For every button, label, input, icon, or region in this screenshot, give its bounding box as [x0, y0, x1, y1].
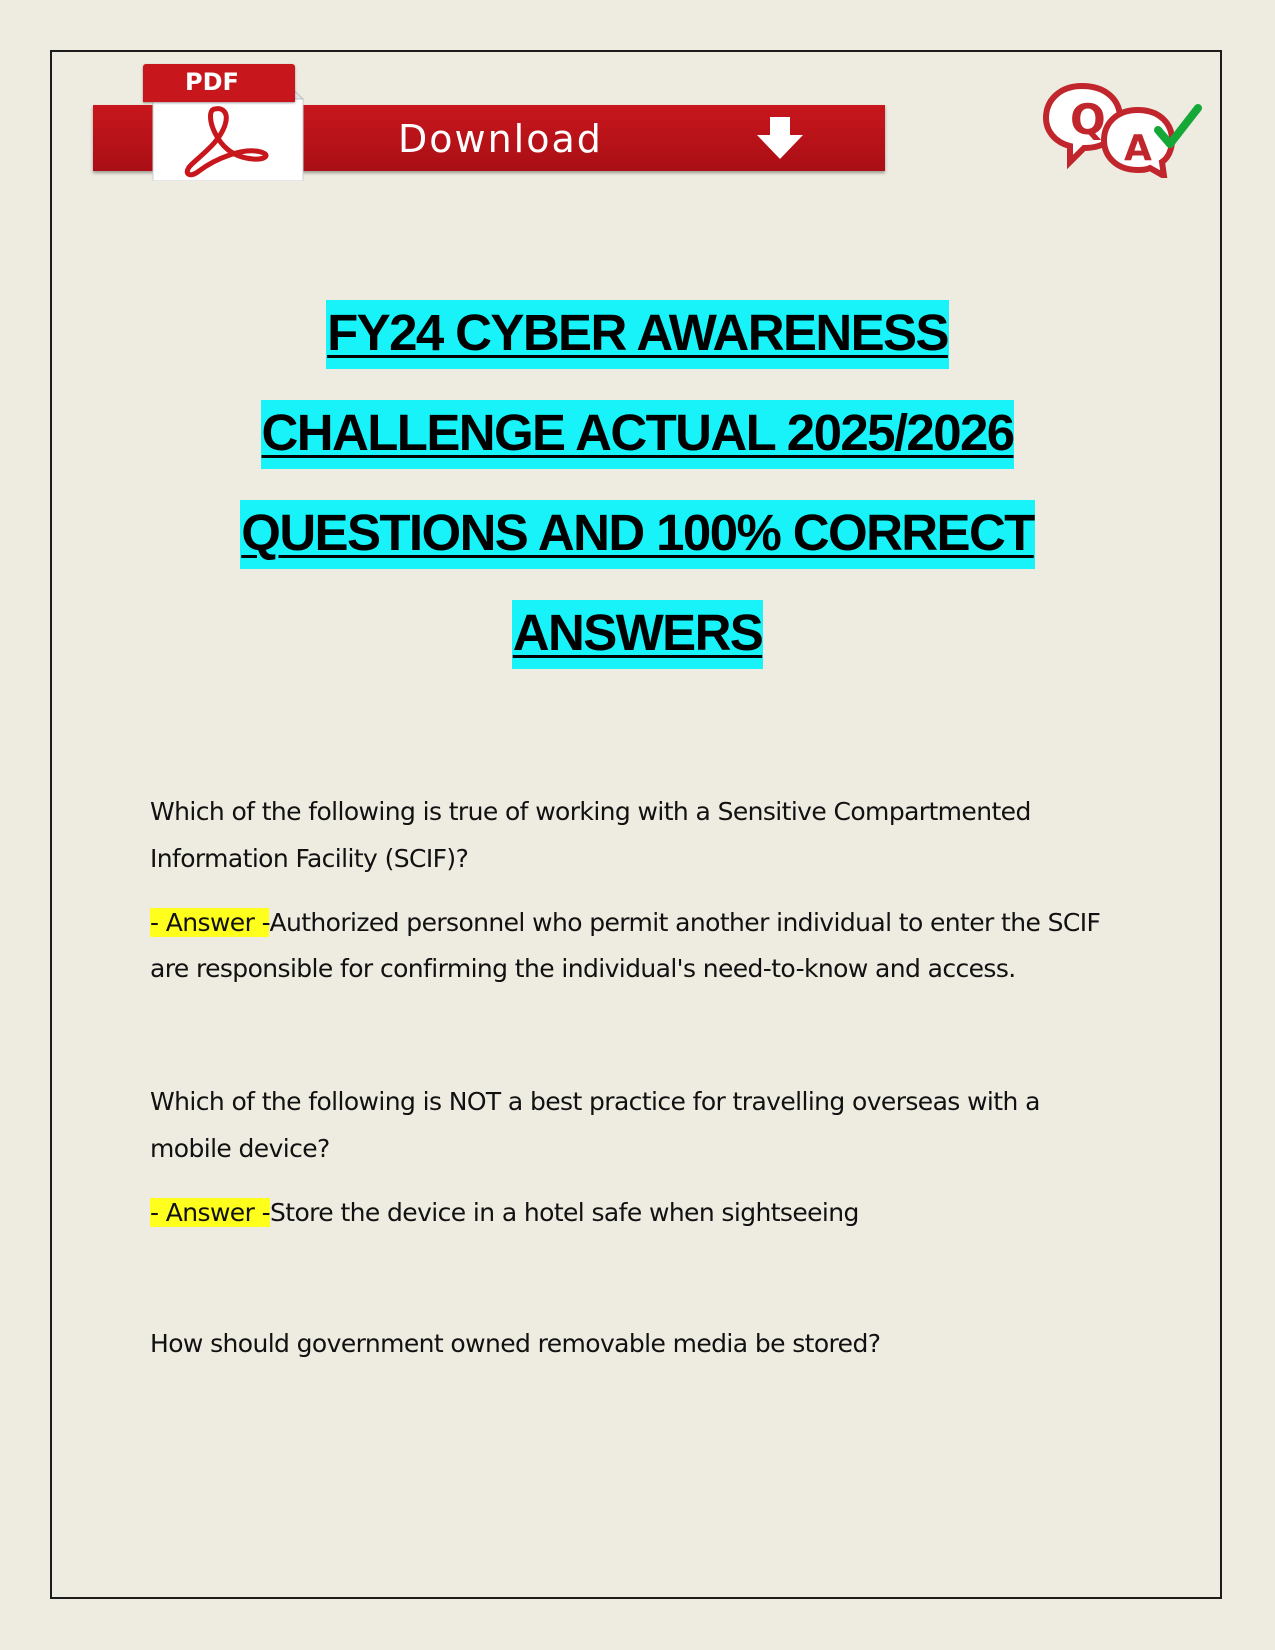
logo-a: A	[1124, 128, 1152, 169]
qa-list	[150, 788, 1125, 1367]
answer-text: Authorized personnel who permit another individual to enter the SCIF are responsible for confirming the individual's need-to-know and access.	[150, 908, 1101, 983]
document-title	[140, 300, 1135, 700]
qa-logo	[1040, 78, 1210, 178]
logo-q: Q	[1070, 95, 1106, 144]
question-text: How should government owned removable media be stored?	[150, 1329, 881, 1358]
qa-item	[150, 1320, 1125, 1367]
title-line-2: CHALLENGE ACTUAL 2025/2026	[140, 400, 1135, 500]
title-line-1: FY24 CYBER AWARENESS	[140, 300, 1135, 400]
qa-chat-bubbles-icon	[1040, 78, 1210, 178]
pdf-label: PDF	[185, 68, 239, 96]
qa-item	[150, 788, 1125, 992]
answer-tag: - Answer -	[150, 1198, 271, 1227]
answer	[150, 900, 1125, 992]
answer-tag: - Answer -	[150, 908, 270, 937]
download-arrow-icon	[755, 115, 805, 161]
question-text: Which of the following is NOT a best practice for travelling overseas with a mobile device?	[150, 1087, 1040, 1163]
answer-text: Store the device in a hotel safe when sightseeing	[270, 1198, 859, 1227]
answer	[150, 1190, 1125, 1236]
pdf-file-icon	[143, 61, 309, 181]
download-label: Download	[398, 117, 603, 161]
pdf-tab	[143, 64, 295, 102]
question-text: Which of the following is true of working with a Sensitive Compartmented Information Facility (SCIF)?	[150, 797, 1031, 873]
qa-item	[150, 1078, 1125, 1236]
pdf-download-banner[interactable]	[93, 61, 885, 181]
title-line-4: ANSWERS	[140, 600, 1135, 700]
title-line-3: QUESTIONS AND 100% CORRECT	[140, 500, 1135, 600]
